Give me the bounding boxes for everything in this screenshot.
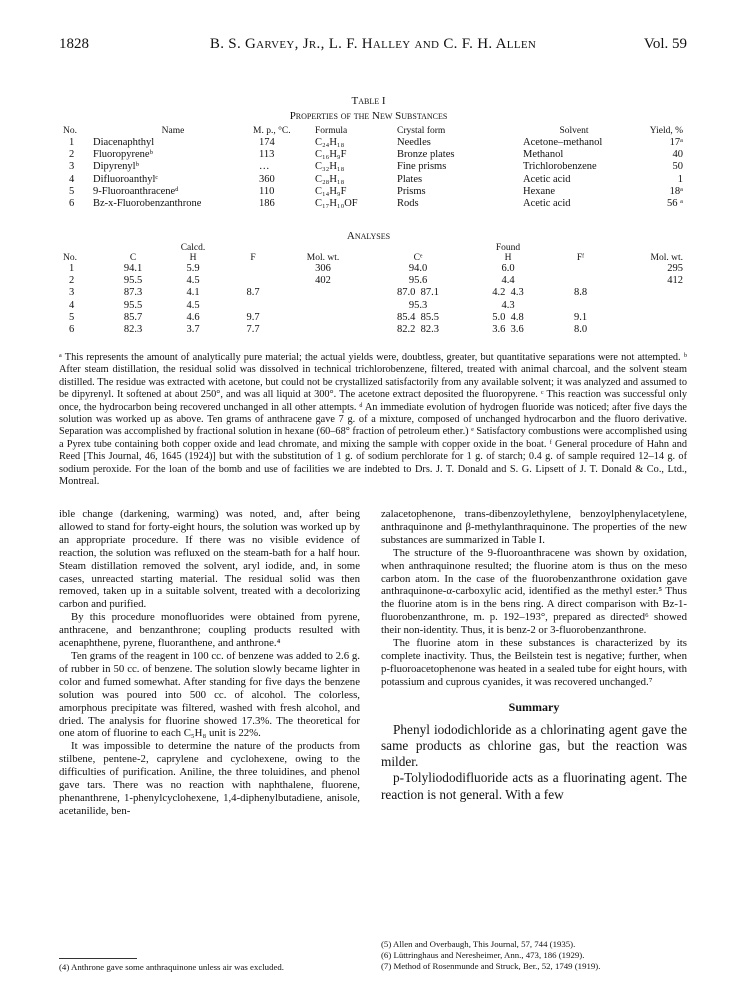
cell-formula: C₁₇H₁₀OF: [315, 198, 358, 210]
summary-heading: Summary: [508, 699, 560, 714]
footnote-4: (4) Anthrone gave some anthraquinone unless air was excluded.: [59, 962, 284, 972]
footnote-5: (5) Allen and Overbaugh, This Journal, 57, 744 (1935).: [381, 939, 576, 949]
cell-c-found: 82.2 82.3: [397, 324, 439, 336]
cell-f-found: [543, 275, 618, 287]
cell-mw-found: 295: [667, 263, 683, 274]
table1-label: Table I: [351, 95, 386, 107]
cell-mw: [283, 287, 363, 299]
page-number: 1828: [59, 36, 89, 52]
cell-f: [223, 263, 283, 275]
cell-h-found: 4.3: [501, 299, 515, 311]
paragraph: The structure of the 9-fluoroanthracene was shown by oxidation, when anthraquinone resulted; the fluorine atom is thus on the meso carbon atom. In the case of the fluorobenzanthrone oxidation gave anthraquinone-α-carboxylic acid, identified as the methyl ester.⁵ Thus the fluorine atom is in the bens ring. A direct comparison with Bz-1-fluorobenzanthrone, m. p. 192–193°, prepared as directed⁶ showed their non-identity. Thus, it is benz-2 or 3-fluorobenzanthrone.: [381, 546, 687, 637]
cell-name: Dipyrenylᵇ: [93, 161, 139, 173]
cell-f: 7.7: [246, 324, 260, 336]
table-footnote: ᵇ After steam distillation, the residual solid was dissolved in technical trichlorobenzene, filtered, treated with animal charcoal, and the solvent steam distilled. The residue was extracted with acetone, but could not be crystallized satisfactorily from any available solvent; it was analyzed and assumed to be dipyrenyl. It softened at about 250°, and was all liquid at 300°. The acetone extract deposited the fluoropyrene.: [59, 352, 687, 401]
cell-yield: 1: [677, 173, 683, 185]
paragraph: zalacetophenone, trans-dibenzoylethylene, benzoylphenylacetylene, anthraquinone and β-methylanthraquinone. The properties of the new substances are summarized in Table I.: [381, 508, 687, 546]
header-no: No.: [63, 253, 77, 263]
cell-solvent: Hexane: [523, 185, 556, 197]
table-row: [63, 161, 683, 173]
cell-c: 94.1: [123, 263, 143, 274]
paragraph: ible change (darkening, warming) was noted, and, after being allowed to stand for forty-eight hours, the solution was worked up by an appropriate procedure. If there was no visible evidence of reaction, the solution was refluxed on the steam-bath for a half hour. Steam distillation removed the solvent, aryl iodide, and, in some cases, unreacted starting material. The residual solid was then removed, taken up in a suitable solvent, treated with a decolorizing carbon and purified.: [59, 508, 360, 611]
cell-mw: 306: [315, 263, 331, 274]
cell-yield: 17ᵃ: [669, 137, 683, 148]
cell-f-found: [543, 300, 618, 312]
cell-crystal: Plates: [397, 173, 423, 185]
cell-c-found: 95.6: [408, 275, 428, 287]
summary-paragraph: p-Tolyliododifluoride acts as a fluorinating agent. The reaction is not general. With a few: [381, 770, 687, 802]
cell-solvent: Acetone–methanol: [523, 137, 603, 148]
cell-f-found: 9.1: [573, 311, 588, 323]
cell-c: 87.3: [123, 287, 143, 299]
table-row: [63, 198, 683, 210]
table-row: [63, 275, 683, 287]
cell-solvent: Trichlorobenzene: [523, 161, 597, 173]
header-h: H: [189, 253, 197, 263]
header-f-found: Fᶠ: [576, 253, 585, 263]
cell-crystal: Fine prisms: [397, 161, 447, 173]
cell-h: 4.6: [186, 311, 200, 323]
cell-no: 5: [69, 311, 75, 323]
cell-no: 4: [69, 173, 75, 185]
cell-no: 2: [69, 149, 75, 161]
cell-formula: C₁₆H₉F: [315, 149, 347, 161]
header-crystal: Crystal form: [397, 126, 446, 136]
cell-h-found: 3.6 3.6: [492, 324, 524, 336]
header-mp: M. p., °C.: [253, 126, 291, 136]
table-footnotes: [59, 352, 687, 488]
table-row: [63, 312, 683, 324]
cell-crystal: Needles: [397, 137, 431, 148]
analyses-table: [63, 243, 683, 336]
footnote-6: (6) Lüttringhaus and Neresheimer, Ann., 473, 186 (1929).: [381, 950, 585, 960]
cell-mw: [283, 312, 363, 324]
cell-h: 4.5: [186, 275, 200, 287]
table1-caption: Properties of the New Substances: [289, 110, 448, 122]
cell-h: 4.5: [186, 299, 200, 311]
table-row: [63, 300, 683, 312]
cell-no: 1: [69, 263, 75, 274]
properties-table-body: [63, 137, 683, 210]
cell-formula: C₂₈H₁₈: [315, 173, 345, 185]
cell-no: 6: [69, 324, 75, 336]
cell-h: 3.7: [186, 324, 200, 336]
cell-mw-found: 412: [667, 275, 683, 287]
calcd-label: Calcd.: [180, 243, 206, 253]
table-row: [63, 186, 683, 198]
cell-f: [223, 275, 283, 287]
right-footnotes: [381, 939, 687, 972]
running-header: [59, 36, 687, 56]
cell-name: Difluoroanthylᶜ: [93, 173, 159, 185]
cell-no: 3: [69, 287, 75, 299]
summary-paragraph: Phenyl iododichloride as a chlorinating agent gave the same products as chlorine gas, but the reaction was milder.: [381, 721, 687, 770]
cell-h: 5.9: [186, 263, 200, 274]
header-solvent: Solvent: [559, 126, 589, 136]
header-h-found: H: [504, 253, 512, 263]
table-row: [63, 174, 683, 186]
cell-solvent: Methanol: [523, 149, 564, 161]
cell-no: 4: [69, 299, 75, 311]
cell-f: 9.7: [246, 311, 260, 323]
header-f: F: [250, 253, 256, 263]
cell-f-found: [543, 263, 618, 275]
header-c: C: [129, 253, 137, 263]
cell-name: Bz-x-Fluorobenzanthrone: [93, 198, 202, 210]
cell-mw-found: [618, 312, 683, 324]
cell-c: 85.7: [123, 311, 143, 323]
cell-yield: 18ᵃ: [669, 185, 683, 197]
analyses-table-body: [63, 263, 683, 336]
cell-mw: 402: [315, 275, 331, 287]
table-header-row: [63, 126, 683, 137]
cell-h-found: 4.2 4.3: [492, 287, 524, 299]
cell-h: 4.1: [186, 287, 200, 299]
cell-mw-found: [618, 287, 683, 299]
cell-h-found: 4.4: [501, 275, 515, 287]
header-c-found: Cᵉ: [413, 253, 423, 263]
cell-c: 82.3: [123, 324, 143, 336]
paragraph: It was impossible to determine the nature of the products from stilbene, pentene-2, caprylene and cyclohexene, owing to the difficulties of purification. Aniline, the three toluidines, and phenol gave tars. There was no reaction with naphthalene, fluorene, phenanthrene, 1-phenylcyclohexene, 1,4-diphenylbutadiene, anisole, acetanilide, ben-: [59, 740, 360, 817]
cell-h-found: 5.0 4.8: [492, 311, 524, 323]
table2-header-row: [63, 253, 683, 263]
header-mw-found: Mol. wt.: [650, 253, 683, 263]
cell-crystal: Prisms: [397, 185, 426, 197]
table-row: [63, 149, 683, 161]
header-no: No.: [63, 126, 77, 136]
cell-mp: 110: [259, 185, 275, 197]
table-footnote: ᶠ General procedure of Hahn and Reed [This Journal, 46, 1645 (1924)] but with the substitution of 1 g. of sodium perchlorate for 1 g. of starch; 0.4 g. of sample required 12–14 g. of sodium peroxide. For the loan of the bomb and use of facilities we are indebted to Drs. J. T. Donald and S. G. Lipsett of J. T. Donald & Co., Ltd., Montreal.: [59, 438, 688, 488]
cell-h-found: 6.0: [501, 263, 515, 274]
cell-no: 5: [69, 185, 75, 197]
cell-c-found: 85.4 85.5: [397, 311, 439, 323]
cell-c-found: 87.0 87.1: [397, 287, 439, 299]
table-footnote: ᵈ An immediate evolution of hydrogen fluoride was noticed; after five days the solution was worked up as above. Ten grams of anthracene gave 7 g. of a mixture, composed of unchanged hydrocarbon and the fluoro derivative. Separation was accomplished by fractional solution in hexane (60–68° fraction of petroleum ether.): [59, 401, 687, 438]
cell-formula: C₁₄H₉F: [315, 185, 347, 197]
table-footnote: ᵉ Satisfactory combustions were accomplished using a Pyrex tube containing both copper oxide and lead chromate, and mixing the sample with copper oxide in the boat.: [59, 426, 687, 450]
cell-f: [223, 300, 283, 312]
header-formula: Formula: [315, 126, 348, 136]
table2-caption: Analyses: [346, 230, 391, 242]
cell-c-found: 94.0: [408, 263, 428, 274]
cell-no: 3: [69, 161, 75, 173]
cell-name: 9-Fluoroanthraceneᵈ: [93, 185, 179, 197]
header-yield: Yield, %: [649, 126, 683, 136]
cell-f-found: 8.0: [573, 324, 588, 336]
cell-c: 95.5: [123, 299, 143, 311]
right-column: [381, 508, 687, 803]
table-row: [63, 324, 683, 336]
cell-name: Diacenaphthyl: [93, 137, 155, 148]
header-name: Name: [161, 126, 185, 136]
properties-table: [63, 126, 683, 210]
table-footnote: ᶜ This reaction was successful only once, the hydrocarbon being recovered unchanged in all other attempts.: [59, 389, 687, 413]
cell-no: 6: [69, 198, 75, 210]
cell-name: Fluoropyreneᵇ: [93, 149, 153, 161]
cell-solvent: Acetic acid: [523, 198, 571, 210]
cell-solvent: Acetic acid: [523, 173, 571, 185]
cell-crystal: Bronze plates: [397, 149, 455, 161]
cell-mp: 186: [259, 198, 275, 210]
left-column: [59, 508, 360, 818]
paragraph: The fluorine atom in these substances is characterized by its complete inactivity. Thus, the Beilstein test is negative; further, when p-fluoroacetophenone was heated in a sealed tube for eight hours, with potassium and cuprous cyanides, it was recovered unchanged.⁷: [381, 637, 687, 688]
cell-mw: [283, 324, 363, 336]
cell-mw: [283, 300, 363, 312]
cell-no: 2: [69, 275, 75, 287]
cell-yield: 56 ᵃ: [667, 198, 683, 210]
cell-formula: C₂₄H₁₈: [315, 137, 345, 148]
cell-no: 1: [69, 137, 75, 148]
table2-group-row: [63, 243, 683, 253]
cell-mw-found: [618, 300, 683, 312]
table-row: [63, 287, 683, 299]
found-label: Found: [495, 243, 521, 253]
cell-yield: 40: [672, 149, 683, 161]
cell-mp: 113: [259, 149, 275, 161]
table-row: [63, 263, 683, 275]
cell-mp: 174: [259, 137, 275, 148]
footnote-rule: [59, 958, 137, 959]
volume-number: Vol. 59: [643, 36, 687, 52]
cell-mw-found: [618, 324, 683, 336]
cell-crystal: Rods: [397, 198, 419, 210]
cell-c: 95.5: [123, 275, 143, 287]
paragraph: Ten grams of the reagent in 100 cc. of benzene was added to 2.6 g. of rubber in 50 cc. of benzene. The solution slowly became lighter in color and fumed somewhat. After standing for five days the benzene solution was poured into 500 cc. of alcohol. The colorless, amorphous precipitate was filtered, washed with fresh alcohol, and dried. The analysis for fluorine showed 17.3%. The theoretical for one atom of fluorine to each C₅H₈ unit is 22%.: [59, 649, 360, 740]
cell-mp: 360: [259, 173, 275, 185]
cell-mp: …: [259, 161, 270, 173]
cell-yield: 50: [672, 161, 683, 173]
author-line: B. S. Garvey, Jr., L. F. Halley and C. F. H. Allen: [209, 36, 537, 52]
paragraph: By this procedure monofluorides were obtained from pyrene, anthracene, and benzanthrone; coupling products resulted with acenaphthene, pyrene, fluoranthene, and anthrone.⁴: [59, 611, 360, 650]
table-row: [63, 137, 683, 149]
cell-f: 8.7: [246, 287, 260, 299]
cell-f-found: 8.8: [573, 287, 588, 299]
footnote-7: (7) Method of Rosenmunde and Struck, Ber., 52, 1749 (1919).: [381, 961, 601, 971]
header-mw: Mol. wt.: [306, 253, 340, 263]
cell-c-found: 95.3: [408, 299, 428, 311]
cell-formula: C₃₂H₁₈: [315, 161, 345, 173]
table-footnote: ᵃ This represents the amount of analytically pure material; the actual yields were, doubtless, greater, but quantitative separations were not attempted.: [59, 352, 681, 363]
